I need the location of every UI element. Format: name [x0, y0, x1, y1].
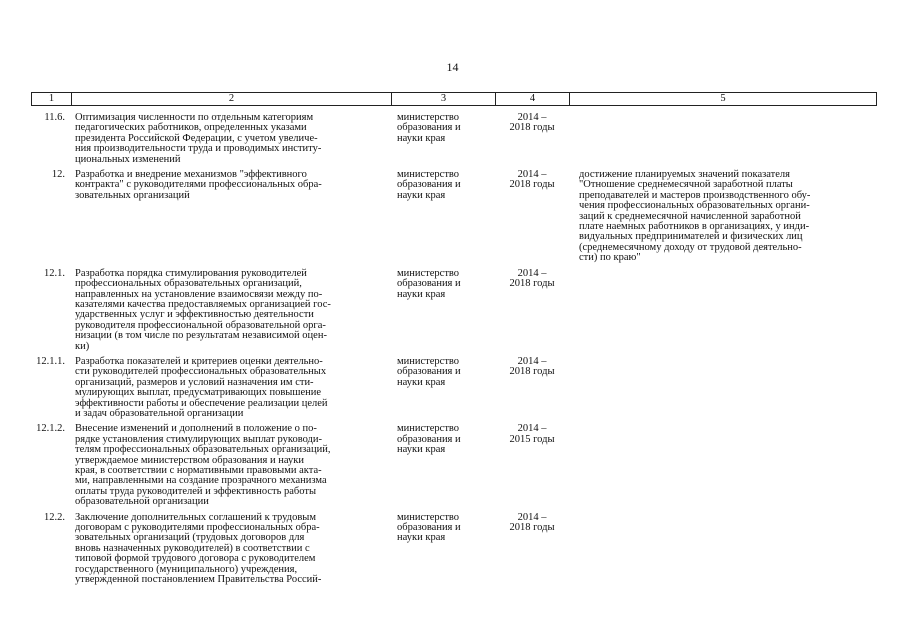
- responsible-executor: [391, 424, 495, 455]
- result-line: сти) по краю": [579, 252, 641, 264]
- measure-description: [71, 357, 391, 419]
- description-line: президента Российской Федерации, с учетом увеличе-: [75, 132, 318, 144]
- description-line: зовательных организаций (трудовых договоров для: [75, 532, 305, 544]
- responsible-line: министерство: [397, 355, 460, 367]
- measure-description: [71, 513, 391, 586]
- result-line: "Отношение среднемесячной заработной платы: [579, 179, 793, 191]
- description-line: Заключение дополнительных соглашений к трудовым: [75, 511, 317, 523]
- implementation-period: [495, 269, 569, 290]
- header-col-3: 3: [392, 93, 496, 105]
- responsible-line: образования и: [397, 522, 461, 534]
- header-col-1: 1: [32, 93, 72, 105]
- description-line: государственного (муниципального) учреждения,: [75, 563, 298, 575]
- description-line: зовательных организаций: [75, 189, 190, 201]
- period-line: 2018 годы: [509, 366, 555, 378]
- period-line: 2014 –: [517, 267, 547, 279]
- responsible-line: министерство: [397, 511, 460, 523]
- period-line: 2014 –: [517, 169, 547, 181]
- measure-description: [71, 424, 391, 507]
- table-row: [31, 357, 877, 419]
- header-col-4: 4: [496, 93, 570, 105]
- description-line: Разработка и внедрение механизмов "эффективного: [75, 169, 307, 181]
- responsible-executor: [391, 269, 495, 300]
- result-line: видуальных предпринимателей и физических лиц: [579, 231, 803, 243]
- description-line: Оптимизация численности по отдельным категориям: [75, 112, 314, 123]
- description-line: типовой формой трудового договора с руководителем: [75, 553, 316, 565]
- responsible-line: министерство: [397, 169, 460, 181]
- responsible-line: образования и: [397, 433, 461, 445]
- description-line: края, в соответствии с нормативными правовыми акта-: [75, 465, 322, 476]
- period-line: 2014 –: [517, 112, 547, 123]
- responsible-executor: [391, 513, 495, 544]
- description-line: договорам с руководителями профессиональных обра-: [75, 522, 320, 534]
- implementation-period: [495, 424, 569, 445]
- table-row: [31, 113, 877, 165]
- implementation-period: [495, 357, 569, 378]
- row-number: 12.2.: [44, 511, 65, 523]
- row-number: 12.1.1.: [36, 355, 65, 367]
- description-line: направленных на установление взаимосвязи между по-: [75, 288, 323, 300]
- responsible-executor: [391, 170, 495, 201]
- responsible-line: образования и: [397, 366, 461, 378]
- responsible-executor: [391, 357, 495, 388]
- responsible-line: министерство: [397, 423, 460, 435]
- page-number: 14: [446, 60, 459, 74]
- responsible-line: министерство: [397, 112, 460, 123]
- responsible-line: науки края: [397, 444, 446, 456]
- implementation-period: [495, 170, 569, 191]
- result-line: заций к среднемесячной начисленной заработной: [579, 210, 801, 222]
- header-col-5: 5: [720, 93, 726, 104]
- description-line: профессиональных образовательных организаций,: [75, 278, 302, 290]
- row-number: 12.1.: [44, 267, 65, 279]
- description-line: и задач образовательной организации: [75, 407, 244, 419]
- row-number: 12.1.2.: [36, 423, 65, 435]
- result-line: плате наемных работников в организациях, у инди-: [579, 221, 810, 233]
- description-line: утвержденной постановлением Правительства Россий-: [75, 574, 322, 586]
- description-line: циональных изменений: [75, 153, 181, 165]
- implementation-period: [495, 113, 569, 134]
- table-header: [31, 92, 877, 106]
- description-line: ударственных услуг и эффективностью деятельности: [75, 309, 314, 321]
- period-line: 2014 –: [517, 423, 547, 435]
- description-line: педагогических работников, определенных указами: [75, 122, 307, 134]
- description-line: ния производительности труда и проводимых институ-: [75, 143, 322, 155]
- description-line: телям профессиональных образовательных организаций,: [75, 444, 331, 456]
- description-line: организаций, размеров и условий назначения им сти-: [75, 376, 314, 388]
- description-line: эффективности работы и обеспечение реализации целей: [75, 397, 328, 409]
- description-line: вновь назначенных руководителей) в соответствии с: [75, 542, 310, 554]
- responsible-line: образования и: [397, 122, 461, 134]
- responsible-line: науки края: [397, 532, 446, 544]
- table-body: [31, 113, 877, 590]
- implementation-period: [495, 513, 569, 534]
- period-line: 2015 годы: [509, 433, 555, 445]
- result-line: достижение планируемых значений показателя: [579, 169, 790, 181]
- description-line: руководителя профессиональной образовательной орга-: [75, 319, 326, 331]
- responsible-line: образования и: [397, 179, 461, 191]
- period-line: 2018 годы: [509, 122, 555, 134]
- description-line: рядке установления стимулирующих выплат руководи-: [75, 433, 323, 445]
- description-line: сти руководителей профессиональных образовательных: [75, 366, 327, 378]
- table-row: [31, 424, 877, 507]
- responsible-line: образования и: [397, 278, 461, 290]
- description-line: контракта" с руководителями профессиональных обра-: [75, 179, 322, 191]
- row-number: 11.6.: [44, 112, 65, 123]
- description-line: казателями качества предоставляемых организацией гос-: [75, 298, 331, 310]
- table-row: [31, 170, 877, 264]
- responsible-line: науки края: [397, 132, 446, 144]
- period-line: 2014 –: [517, 355, 547, 367]
- description-line: Внесение изменений и дополнений в положение о по-: [75, 423, 317, 435]
- responsible-line: науки края: [397, 189, 446, 201]
- description-line: Разработка показателей и критериев оценки деятельно-: [75, 355, 323, 367]
- responsible-line: науки края: [397, 288, 446, 300]
- responsible-executor: [391, 113, 495, 144]
- period-line: 2018 годы: [509, 179, 555, 191]
- description-line: низации (в том числе по результатам независимой оцен-: [75, 330, 327, 342]
- description-line: утверждаемое министерством образования и науки: [75, 454, 304, 466]
- description-line: ки): [75, 340, 90, 352]
- measure-description: [71, 170, 391, 201]
- description-line: оплаты труда руководителей и эффективность работы: [75, 485, 317, 497]
- period-line: 2018 годы: [509, 278, 555, 290]
- result-line: преподавателей и мастеров производственного обу-: [579, 189, 811, 201]
- row-number: 12.: [51, 169, 65, 181]
- description-line: мулирующих выплат, предусматривающих повышение: [75, 387, 322, 399]
- measure-description: [71, 269, 391, 352]
- description-line: ми, направленными на создание прозрачного механизма: [75, 475, 327, 487]
- table-row: [31, 269, 877, 352]
- period-line: 2018 годы: [509, 522, 555, 534]
- result-line: чения профессиональных образовательных органи-: [579, 200, 810, 212]
- period-line: 2014 –: [517, 511, 547, 523]
- description-line: Разработка порядка стимулирования руководителей: [75, 267, 307, 279]
- measure-description: [71, 113, 391, 165]
- result-line: (среднемесячному доходу от трудовой деятельно-: [579, 241, 802, 253]
- table-row: [31, 513, 877, 586]
- description-line: образовательной организации: [75, 496, 209, 508]
- responsible-line: науки края: [397, 376, 446, 388]
- responsible-line: министерство: [397, 267, 460, 279]
- header-col-2: 2: [72, 93, 392, 105]
- expected-result: [569, 170, 875, 264]
